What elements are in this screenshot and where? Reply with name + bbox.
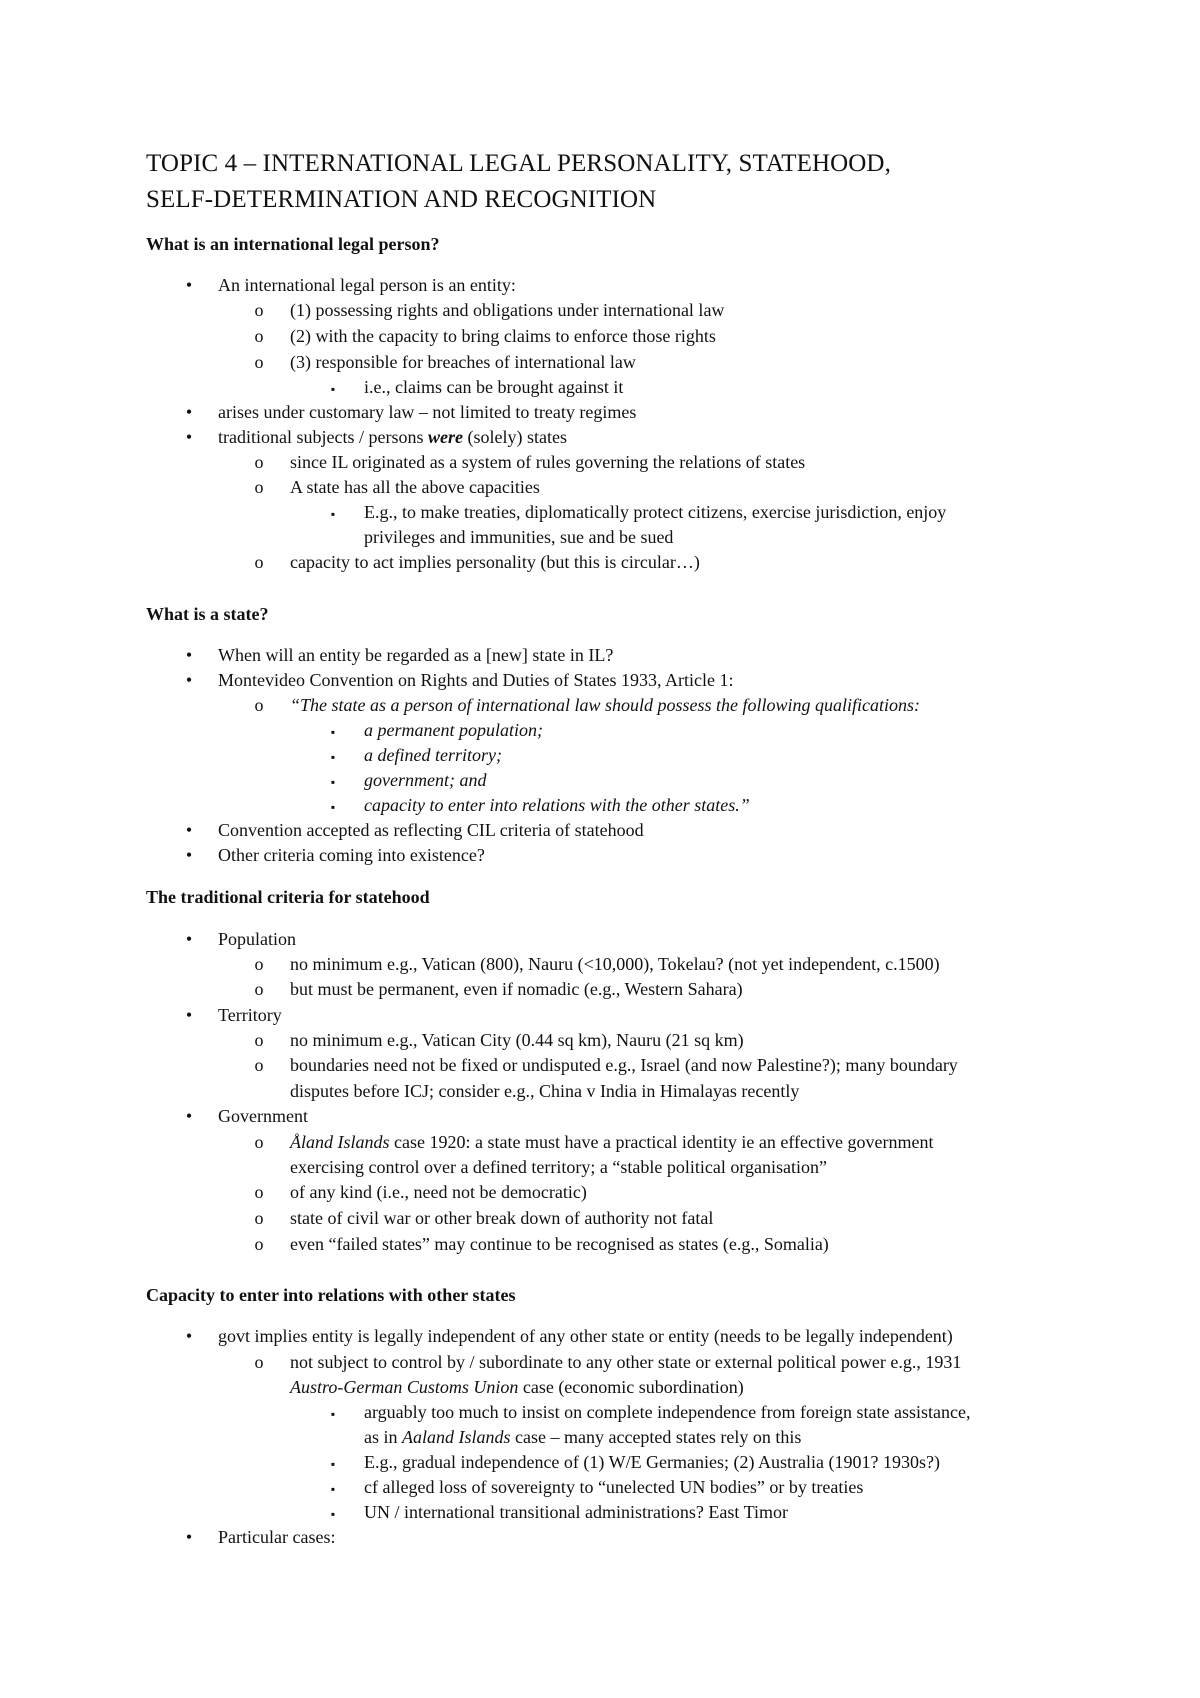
list-item: a defined territory; (364, 745, 502, 765)
list-item-continuation (364, 1425, 801, 1450)
section-heading: What is a state? (146, 604, 269, 624)
bullet-icon: • (185, 1005, 193, 1025)
circle-bullet-icon: o (254, 1352, 264, 1372)
list-item-continuation: privileges and immunities, sue and be sued (364, 527, 674, 547)
list-item: Montevideo Convention on Rights and Duties of States 1933, Article 1: (218, 670, 734, 690)
title-line-1: TOPIC 4 – INTERNATIONAL LEGAL PERSONALITY, STATEHOOD, (146, 150, 891, 177)
list-item: An international legal person is an entity: (218, 275, 516, 295)
circle-bullet-icon: o (254, 326, 264, 346)
case-name: Aaland Islands (402, 1427, 511, 1447)
text-run: traditional subjects / persons (218, 427, 428, 447)
circle-bullet-icon: o (254, 452, 264, 472)
text-run: case 1920: a state must have a practical identity ie an effective government (389, 1132, 934, 1152)
list-item: A state has all the above capacities (290, 477, 540, 497)
list-item: (1) possessing rights and obligations under international law (290, 300, 725, 320)
square-bullet-icon: ▪ (330, 1507, 336, 1521)
list-item: no minimum e.g., Vatican City (0.44 sq km), Nauru (21 sq km) (290, 1030, 744, 1050)
square-bullet-icon: ▪ (330, 725, 336, 739)
list-item (218, 425, 567, 450)
bullet-icon: • (185, 845, 193, 865)
text-run: as in (364, 1427, 402, 1447)
bullet-icon: • (185, 1106, 193, 1126)
list-item-continuation: disputes before ICJ; consider e.g., China v India in Himalayas recently (290, 1081, 800, 1101)
bullet-icon: • (185, 820, 193, 840)
title-line-2: SELF-DETERMINATION AND RECOGNITION (146, 186, 657, 213)
bullet-icon: • (185, 275, 193, 295)
circle-bullet-icon: o (254, 954, 264, 974)
list-item: i.e., claims can be brought against it (364, 377, 624, 397)
list-item: not subject to control by / subordinate to any other state or external political power e.g., 1931 (290, 1352, 962, 1372)
list-item: Other criteria coming into existence? (218, 845, 485, 865)
list-item: but must be permanent, even if nomadic (e.g., Western Sahara) (290, 979, 743, 999)
bullet-icon: • (185, 1527, 193, 1547)
list-item: boundaries need not be fixed or undisputed e.g., Israel (and now Palestine?); many boundary (290, 1055, 958, 1075)
circle-bullet-icon: o (254, 1030, 264, 1050)
case-name: Austro-German Customs Union (290, 1377, 519, 1397)
square-bullet-icon: ▪ (330, 800, 336, 814)
list-item: When will an entity be regarded as a [new] state in IL? (218, 645, 614, 665)
emphasis-text: were (427, 427, 463, 447)
bullet-icon: • (185, 1326, 193, 1346)
square-bullet-icon: ▪ (330, 750, 336, 764)
list-item: Convention accepted as reflecting CIL criteria of statehood (218, 820, 644, 840)
circle-bullet-icon: o (254, 1208, 264, 1228)
list-item: a permanent population; (364, 720, 543, 740)
list-item: (3) responsible for breaches of international law (290, 352, 636, 372)
list-item: state of civil war or other break down of authority not fatal (290, 1208, 714, 1228)
circle-bullet-icon: o (254, 979, 264, 999)
list-item: E.g., gradual independence of (1) W/E Germanies; (2) Australia (1901? 1930s?) (364, 1452, 940, 1472)
text-run: (solely) states (462, 427, 567, 447)
circle-bullet-icon: o (254, 477, 264, 497)
circle-bullet-icon: o (254, 300, 264, 320)
circle-bullet-icon: o (254, 552, 264, 572)
square-bullet-icon: ▪ (330, 507, 336, 521)
quote-line: “The state as a person of international law should possess the following qualifications: (290, 695, 921, 715)
list-item: even “failed states” may continue to be recognised as states (e.g., Somalia) (290, 1234, 829, 1254)
list-item: govt implies entity is legally independent of any other state or entity (needs to be legally independent) (218, 1326, 953, 1346)
square-bullet-icon: ▪ (330, 1457, 336, 1471)
list-item: of any kind (i.e., need not be democratic) (290, 1182, 587, 1202)
text-run: case – many accepted states rely on this (510, 1427, 802, 1447)
list-item: E.g., to make treaties, diplomatically protect citizens, exercise jurisdiction, enjoy (364, 502, 947, 522)
square-bullet-icon: ▪ (330, 1482, 336, 1496)
circle-bullet-icon: o (254, 1234, 264, 1254)
case-name: Åland Islands (290, 1132, 390, 1152)
circle-bullet-icon: o (254, 1055, 264, 1075)
circle-bullet-icon: o (254, 695, 264, 715)
list-item: Population (218, 929, 297, 949)
bullet-icon: • (185, 670, 193, 690)
bullet-icon: • (185, 402, 193, 422)
document-title (146, 146, 1106, 218)
section-heading: Capacity to enter into relations with other states (146, 1285, 516, 1305)
list-item: (2) with the capacity to bring claims to enforce those rights (290, 326, 716, 346)
bullet-icon: • (185, 645, 193, 665)
section-heading: What is an international legal person? (146, 234, 440, 254)
list-item: UN / international transitional administrations? East Timor (364, 1502, 788, 1522)
list-item (290, 1130, 933, 1155)
bullet-icon: • (185, 427, 193, 447)
circle-bullet-icon: o (254, 352, 264, 372)
list-item: arises under customary law – not limited to treaty regimes (218, 402, 637, 422)
list-item: capacity to enter into relations with the other states.” (364, 795, 750, 815)
square-bullet-icon: ▪ (330, 775, 336, 789)
list-item-continuation (290, 1375, 744, 1400)
bullet-icon: • (185, 929, 193, 949)
list-item-continuation: exercising control over a defined territory; a “stable political organisation” (290, 1157, 827, 1177)
text-run: case (economic subordination) (518, 1377, 744, 1397)
list-item: Government (218, 1106, 308, 1126)
square-bullet-icon: ▪ (330, 382, 336, 396)
list-item: Particular cases: (218, 1527, 336, 1547)
list-item: since IL originated as a system of rules governing the relations of states (290, 452, 806, 472)
list-item: government; and (364, 770, 487, 790)
circle-bullet-icon: o (254, 1182, 264, 1202)
section-heading: The traditional criteria for statehood (146, 887, 430, 907)
list-item: arguably too much to insist on complete independence from foreign state assistance, (364, 1402, 971, 1422)
list-item: capacity to act implies personality (but this is circular…) (290, 552, 700, 572)
list-item: no minimum e.g., Vatican (800), Nauru (<10,000), Tokelau? (not yet independent, c.1500) (290, 954, 940, 974)
square-bullet-icon: ▪ (330, 1407, 336, 1421)
circle-bullet-icon: o (254, 1132, 264, 1152)
list-item: cf alleged loss of sovereignty to “unelected UN bodies” or by treaties (364, 1477, 864, 1497)
list-item: Territory (218, 1005, 282, 1025)
